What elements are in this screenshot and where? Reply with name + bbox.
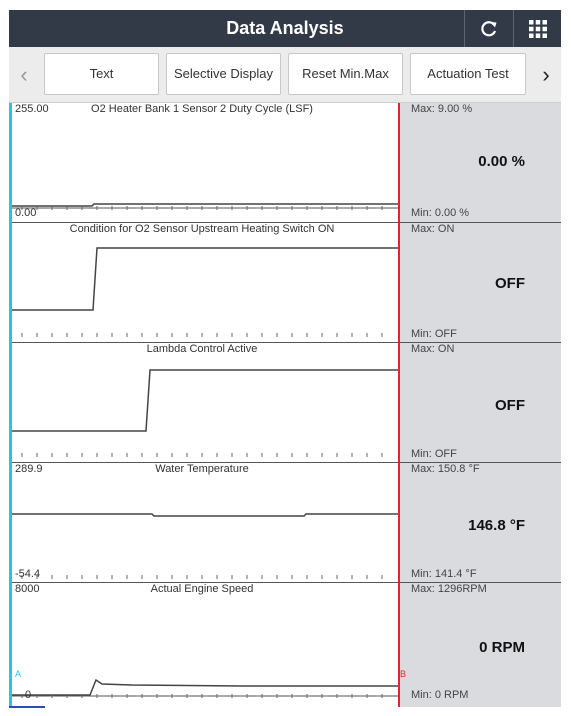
cursor-a-marker: A [15,669,22,679]
chevron-left-icon: ‹ [20,62,28,87]
data-panel-o2-upstream-heating[interactable] [9,223,561,343]
graph-line [12,204,398,206]
graph-line [12,514,398,516]
scroll-indicator [9,706,45,708]
y-min-label: 0 [25,689,32,701]
min-value: Min: OFF [411,328,457,340]
min-value: Min: 141.4 °F [411,568,477,580]
panel-label: Water Temperature [155,463,249,475]
graph-lambda-control [12,343,398,462]
refresh-icon [479,19,499,39]
actuation-test-button[interactable]: Actuation Test [410,53,526,95]
refresh-button[interactable] [464,10,512,47]
panel-label: Lambda Control Active [146,343,258,355]
grid-icon [529,20,547,38]
title-bar [9,10,561,47]
cursor-b-marker: B [400,669,407,679]
current-value: 0.00 % [478,153,525,170]
cursor-a-line[interactable] [9,103,12,707]
graph-line [12,370,398,431]
toolbar-next-button[interactable] [531,47,561,103]
y-max-label: 289.9 [15,463,43,475]
data-panel-lambda-control[interactable] [9,343,561,463]
y-max-label: 8000 [15,583,40,595]
page-title: Data Analysis [226,18,344,38]
current-value: OFF [495,397,525,414]
max-value: Max: 1296RPM [411,583,487,595]
panel-label: Actual Engine Speed [150,583,254,595]
min-value: Min: 0.00 % [411,207,470,219]
graph-engine-speed [12,583,398,705]
current-value: OFF [495,275,525,292]
graph-o2-upstream-heating [12,223,398,342]
data-panel-engine-speed[interactable] [9,583,561,707]
y-max-label: 255.00 [15,103,49,115]
cursor-b-line[interactable] [398,103,400,707]
graph-area [9,103,561,707]
min-value: Min: OFF [411,448,457,460]
graph-o2-heater-duty [12,103,398,222]
data-panel-water-temperature[interactable] [9,463,561,583]
data-panel-o2-heater-duty[interactable] [9,103,561,223]
graph-water-temperature [12,463,398,582]
y-min-label: -54.4 [15,568,41,580]
text-button[interactable]: Text [44,53,159,95]
selective-display-button[interactable]: Selective Display [166,53,281,95]
min-value: Min: 0 RPM [411,689,469,701]
toolbar-prev-button[interactable] [9,47,39,103]
max-value: Max: ON [411,223,455,235]
current-value: 146.8 °F [468,517,525,534]
max-value: Max: ON [411,343,455,355]
chevron-right-icon: › [542,62,550,87]
current-value: 0 RPM [479,639,525,656]
grid-menu-button[interactable] [513,10,561,47]
toolbar [9,47,561,103]
axis-ticks [22,575,382,579]
max-value: Max: 9.00 % [411,103,473,115]
reset-min-max-button[interactable]: Reset Min.Max [288,53,403,95]
graph-line [12,248,398,310]
axis-ticks [22,453,382,457]
panel-label: O2 Heater Bank 1 Sensor 2 Duty Cycle (LSF) [91,103,313,115]
graph-line [12,680,398,695]
panel-label: Condition for O2 Sensor Upstream Heating Switch ON [69,223,335,235]
y-min-label: 0.00 [15,207,37,219]
axis-ticks [22,333,382,337]
max-value: Max: 150.8 °F [411,463,480,475]
